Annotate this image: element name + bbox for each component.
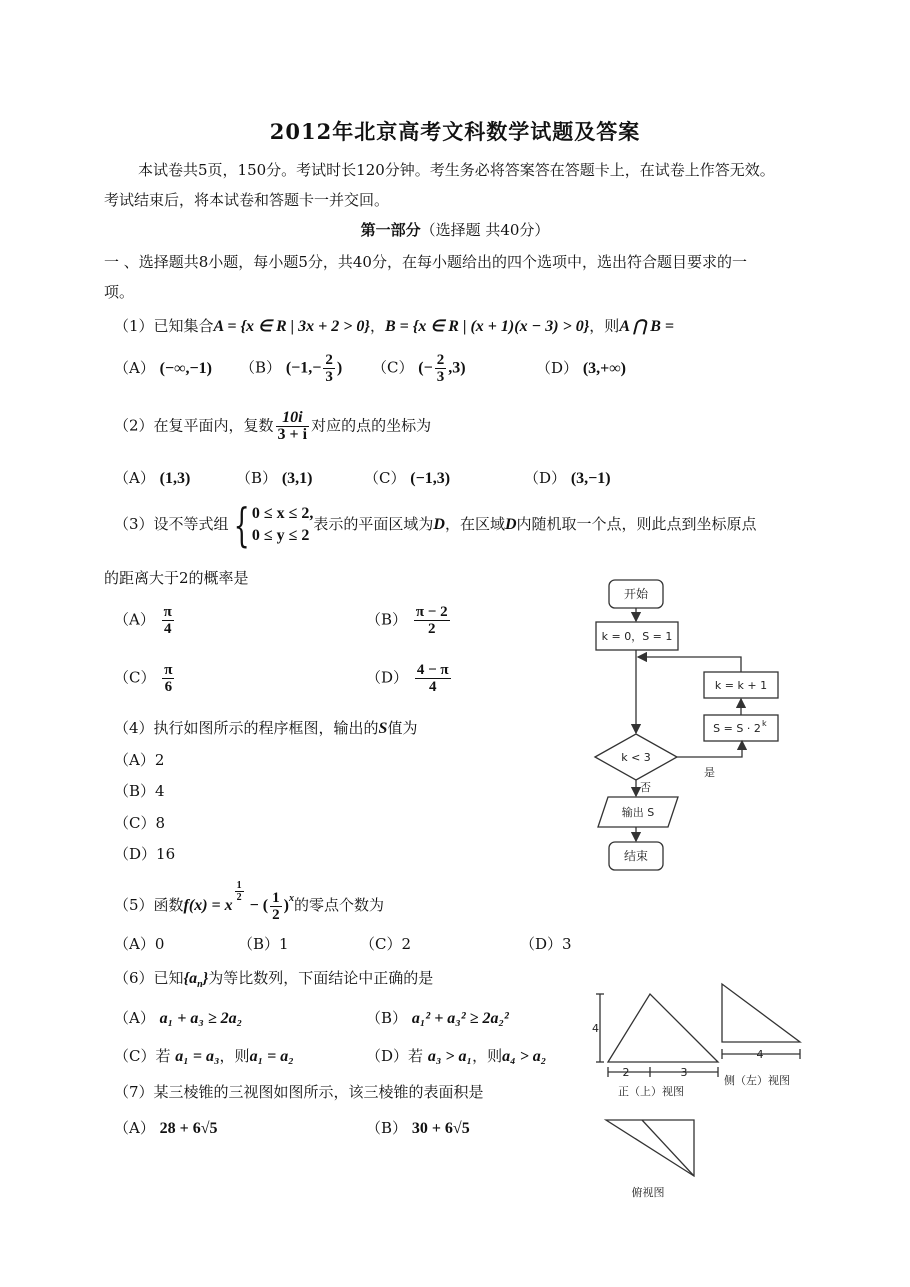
- q1-set-a: A = {x ∈ R | 3x + 2 > 0}: [213, 318, 370, 335]
- flow-update-s-text: S = S · 2: [713, 722, 761, 735]
- q3-opt-b-den: 2: [414, 620, 450, 637]
- q3-line-2: 的距离大于2的概率是: [104, 569, 249, 587]
- intro-line-1: 本试卷共5页，150分。考试时长120分钟。考生务必将答案答在答题卡上，在试卷上作答无效。: [138, 161, 775, 179]
- q6-label-d: （D）若: [366, 1047, 424, 1065]
- q5-base-den: 2: [272, 906, 280, 923]
- q2-opt-b-value: (3,1): [281, 470, 313, 487]
- three-views: [588, 980, 810, 1212]
- intro-line-2: 考试结束后，将本试卷和答题卡一并交回。: [104, 191, 390, 209]
- q1-label-c: （C）: [372, 358, 414, 377]
- question-2: [114, 410, 431, 443]
- q1-comma: ，: [369, 317, 385, 335]
- top-view-label: 俯视图: [631, 1186, 665, 1199]
- q3-d1: D: [433, 516, 445, 533]
- front-left-label: 2: [622, 1066, 630, 1079]
- q5-base-num: 1: [272, 889, 280, 906]
- q6-suffix: 为等比数列，下面结论中正确的是: [208, 969, 434, 987]
- q2-opt-d-value: (3,−1): [570, 470, 611, 487]
- q1-opt-b-post: ): [336, 359, 343, 377]
- q2-option-b: [236, 468, 312, 489]
- q6-opt-d-cond: a₃ > a₁: [427, 1048, 473, 1065]
- q2-numerator: 10i: [282, 409, 303, 426]
- section-instructions-1: 一 、选择题共8小题，每小题5分，共40分，在每小题给出的四个选项中，选出符合题目要求的一: [104, 253, 747, 271]
- q3-mid2: ，在区域: [444, 515, 505, 533]
- q1-label-a: （A）: [114, 359, 155, 377]
- q4-option-d: （D）16: [114, 845, 176, 863]
- q5-option-a: （A）0: [114, 935, 165, 953]
- q2-label-c: （C）: [364, 469, 406, 487]
- q3-option-a: [114, 604, 176, 637]
- q5-exponent: [235, 880, 244, 903]
- q7-option-a: [114, 1118, 218, 1139]
- q3-label-b: （B）: [366, 610, 408, 629]
- question-6: [114, 968, 433, 995]
- flow-start-text: 开始: [623, 587, 649, 601]
- q1-ask: A ⋂ B =: [619, 318, 675, 335]
- q2-opt-c-value: (−1,3): [410, 470, 451, 487]
- q5-prefix: （5）函数: [114, 896, 184, 914]
- flow-yes-arrow: [677, 741, 742, 757]
- q1-option-d: [536, 358, 626, 379]
- q2-denominator: 3 + i: [277, 426, 308, 443]
- q4-option-a: （A）2: [114, 751, 165, 769]
- q3-opt-b-frac: [414, 604, 450, 637]
- front-view-label: 正（上）视图: [618, 1085, 684, 1098]
- q2-label-d: （D）: [524, 469, 567, 487]
- q5-x-exp: x: [288, 893, 294, 904]
- q5-suffix: 的零点个数为: [293, 896, 384, 914]
- q5-exp-den: 2: [236, 892, 242, 903]
- q2-label-b: （B）: [236, 469, 278, 487]
- q1-option-a: [114, 358, 212, 379]
- front-height-label: 4: [592, 1022, 599, 1035]
- q1-opt-c-frac: [435, 352, 447, 385]
- q6-seq-sub: n: [197, 979, 203, 990]
- q2-suffix: 对应的点的坐标为: [311, 416, 432, 435]
- flow-init-text: k = 0，S = 1: [601, 630, 673, 643]
- q6-label-c: （C）若: [114, 1047, 171, 1065]
- flow-end-text: 结束: [623, 849, 649, 863]
- q3-mid3: 内随机取一个点，则此点到坐标原点: [516, 515, 757, 533]
- q3-opt-d-frac: [415, 662, 451, 695]
- q6-seq-close: }: [202, 970, 209, 987]
- q6-seq: {a: [183, 970, 198, 987]
- q3-ineq-2: 0 ≤ y ≤ 2: [251, 527, 310, 544]
- question-7: （7）某三棱锥的三视图如图所示，该三棱锥的表面积是: [114, 1083, 484, 1101]
- q3-option-d: [366, 662, 453, 695]
- q6-option-b: [366, 1008, 509, 1029]
- q3-system: [252, 503, 314, 547]
- flow-loop-back: [638, 657, 741, 672]
- q6-opt-d-res: a₄ > a₂: [502, 1048, 547, 1065]
- q5-base-frac: [270, 890, 282, 923]
- q3-opt-b-num: π − 2: [415, 604, 448, 620]
- question-5: [114, 880, 384, 923]
- q2-option-a: [114, 468, 190, 489]
- q5-option-d: （D）3: [520, 935, 572, 953]
- q3-d2: D: [504, 516, 517, 533]
- q3-opt-d-den: 4: [415, 678, 451, 695]
- side-width-label: 4: [756, 1048, 764, 1061]
- q3-ineq-1: 0 ≤ x ≤ 2,: [251, 505, 314, 522]
- q1-opt-b-num: 2: [325, 352, 333, 368]
- q3-opt-a-den: 4: [162, 620, 174, 637]
- q2-fraction: [276, 410, 310, 443]
- q7-opt-a-value: 28 + 6√5: [159, 1120, 218, 1137]
- q1-opt-b-pre: (−1,−: [285, 359, 322, 377]
- q6-option-a: [114, 1008, 242, 1029]
- question-3: [114, 498, 757, 552]
- side-view-triangle: [722, 984, 800, 1042]
- q2-option-d: [524, 468, 611, 489]
- q5-minus: − (: [245, 897, 269, 914]
- q6-opt-b-text: a₁² + a₃² ≥ 2a₂²: [411, 1010, 509, 1027]
- q5-exp-num: 1: [236, 880, 242, 891]
- side-view-label: 侧（左）视图: [724, 1074, 790, 1087]
- q1-set-b: B = {x ∈ R | (x + 1)(x − 3) > 0}: [384, 318, 590, 335]
- q5-option-c: （C）2: [360, 935, 412, 953]
- q6-opt-c-cond: a₁ = a₃: [175, 1048, 220, 1065]
- q2-opt-a-value: (1,3): [159, 470, 191, 487]
- q4-option-b: （B）4: [114, 782, 165, 800]
- q3-opt-c-num: π: [164, 662, 173, 678]
- q1-opt-c-post: ,3): [448, 359, 466, 377]
- page-title: 2012年北京高考文科数学试题及答案: [269, 119, 641, 144]
- q6-opt-c-then: ，则: [219, 1047, 250, 1065]
- q3-prefix: （3）设不等式组: [114, 515, 229, 533]
- flow-yes-label: 是: [704, 766, 715, 779]
- q1-option-c: [372, 352, 466, 385]
- q5-f: f(x) = x: [183, 897, 233, 914]
- q3-label-a: （A）: [114, 610, 155, 629]
- part-heading-bold: 第一部分: [360, 221, 421, 239]
- question-4: [114, 718, 417, 739]
- part-heading: [0, 220, 910, 240]
- q3-brace: {: [233, 498, 250, 552]
- q1-mid: ，则: [589, 317, 620, 335]
- q3-opt-a-frac: [162, 604, 174, 637]
- q1-option-b: [240, 352, 342, 385]
- q1-label-d: （D）: [536, 359, 579, 377]
- q5-option-b: （B）1: [238, 935, 289, 953]
- flow-output-text: 输出 S: [621, 806, 655, 819]
- q1-opt-c-num: 2: [436, 352, 445, 368]
- q3-mid1: 表示的平面区域为: [313, 515, 434, 533]
- flowchart: [580, 575, 810, 880]
- flow-update-k-text: k = k + 1: [714, 679, 768, 692]
- q4-var: S: [378, 720, 388, 737]
- q7-label-a: （A）: [114, 1119, 155, 1137]
- q3-opt-d-num: 4 − π: [416, 662, 449, 678]
- question-1: [114, 316, 674, 337]
- q1-opt-a-value: (−∞,−1): [159, 360, 212, 377]
- q2-option-c: [364, 468, 450, 489]
- q1-opt-c-den: 3: [436, 369, 445, 385]
- q3-opt-c-den: 6: [162, 678, 174, 695]
- q4-prefix: （4）执行如图所示的程序框图，输出的: [114, 719, 379, 737]
- q1-opt-b-frac: [323, 352, 335, 385]
- q7-option-b: [366, 1118, 470, 1139]
- front-view-triangle: [608, 994, 718, 1062]
- q7-label-b: （B）: [366, 1119, 408, 1137]
- q1-opt-c-pre: (−: [418, 359, 433, 377]
- q2-prefix: （2）在复平面内，复数: [114, 416, 274, 435]
- q4-option-c: （C）8: [114, 814, 166, 832]
- q2-label-a: （A）: [114, 469, 155, 487]
- q1-prefix: （1）已知集合: [114, 317, 214, 335]
- part-heading-rest: （选择题 共40分）: [420, 221, 550, 239]
- section-instructions-2: 项。: [104, 283, 135, 301]
- q6-label-b: （B）: [366, 1009, 408, 1027]
- q6-label-a: （A）: [114, 1009, 155, 1027]
- q3-opt-a-num: π: [163, 604, 172, 620]
- q5-close: ): [283, 897, 289, 914]
- q1-opt-b-den: 3: [325, 369, 333, 385]
- q3-option-c: [114, 662, 176, 695]
- q6-option-c: [114, 1046, 294, 1067]
- q6-opt-a-text: a₁ + a₃ ≥ 2a₂: [159, 1010, 243, 1027]
- flow-cond-text: k < 3: [621, 751, 651, 764]
- q3-label-c: （C）: [114, 668, 156, 687]
- q6-prefix: （6）已知: [114, 969, 184, 987]
- q6-option-d: [366, 1046, 546, 1067]
- flow-no-label: 否: [640, 781, 651, 794]
- q3-option-b: [366, 604, 452, 637]
- front-right-label: 3: [680, 1066, 688, 1079]
- q1-label-b: （B）: [240, 358, 282, 377]
- q6-opt-c-res: a₁ = a₂: [249, 1048, 294, 1065]
- q3-label-d: （D）: [366, 668, 409, 687]
- q3-opt-c-frac: [162, 662, 174, 695]
- q4-suffix: 值为: [387, 719, 418, 737]
- flow-update-s-exp: k: [762, 719, 767, 728]
- q7-opt-b-value: 30 + 6√5: [411, 1120, 470, 1137]
- q6-opt-d-then: ，则: [472, 1047, 503, 1065]
- q1-opt-d-value: (3,+∞): [582, 360, 626, 377]
